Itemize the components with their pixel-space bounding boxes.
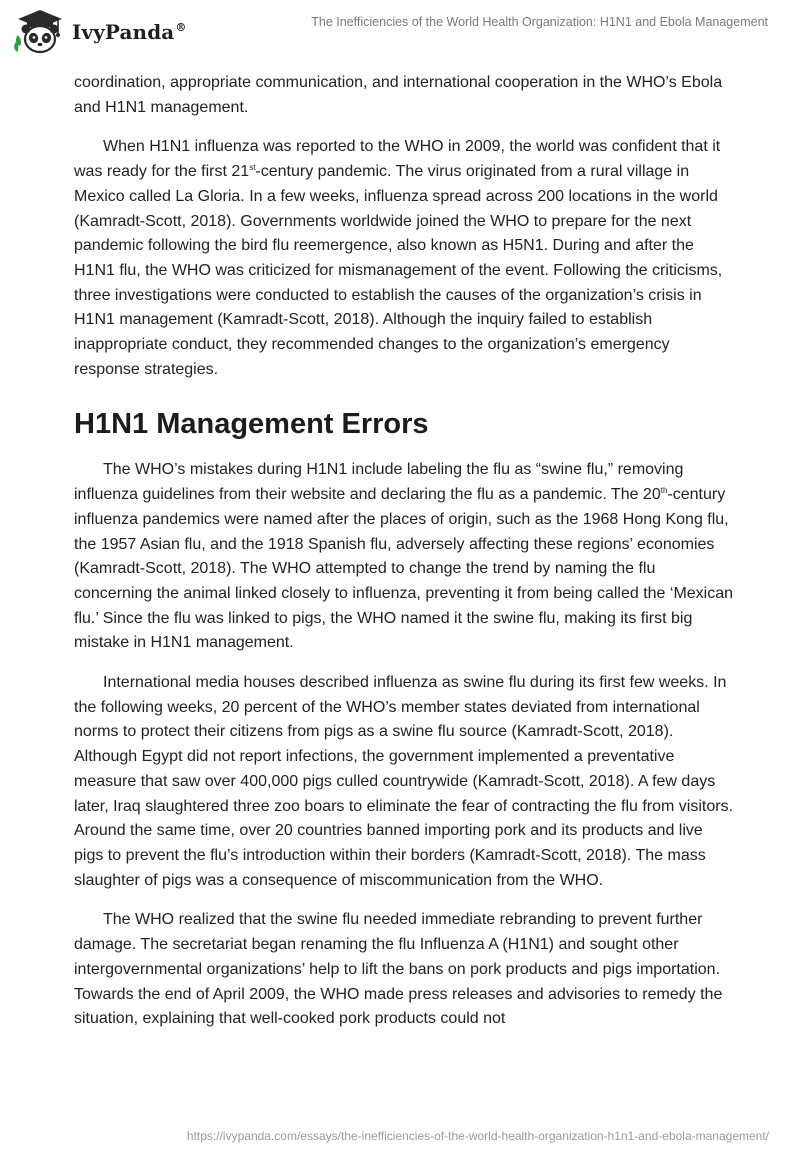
paragraph-continuation: coordination, appropriate communication, and international cooperation in the WHO’s Ebola and H1N1 management.	[74, 74, 723, 116]
brand-logo[interactable]	[14, 8, 186, 56]
paragraph-text: -century influenza pandemics were named after the places of origin, such as the 1968 Hong Kong flu, the 1957 Asian flu, and the 1918 Spanish flu, adversely affecting these regions’ economies (Kamradt-Scott, 2018). The WHO attempted to change the trend by naming the flu concerning the animal linked closely to influenza, preventing it from being called the ‘Mexican flu.’ Since the flu was linked to pigs, the WHO named it the swine flu, making its first big mistake in H1N1 management.	[74, 486, 734, 652]
paragraph-media: International media houses described influenza as swine flu during its first few weeks. In the following weeks, 20 percent of the WHO’s member states deviated from international norms to protect their citizens from pigs as a swine flu source (Kamradt-Scott, 2018). Although Egypt did not report infections, the government implemented a preventative measure that saw over 400,000 pigs culled countrywide (Kamradt-Scott, 2018). A few days later, Iraq slaughtered three zoo boars to eliminate the fear of contracting the flu from visitors. Around the same time, over 20 countries banned importing pork and its products and live pigs to prevent the flu’s introduction within their borders (Kamradt-Scott, 2018). The mass slaughter of pigs was a consequence of miscommunication from the WHO.	[74, 674, 734, 889]
paragraph-text: The WHO’s mistakes during H1N1 include labeling the flu as “swine flu,” removing influenza guidelines from their website and declaring the flu as a pandemic. The 20	[74, 461, 684, 504]
essay-content	[74, 71, 734, 1032]
registered-mark: ®	[175, 21, 187, 35]
source-url[interactable]: https://ivypanda.com/essays/the-inefficiencies-of-the-world-health-organization-h1n1-and-ebola-management/	[186, 1129, 769, 1143]
paragraph-mistakes	[74, 458, 734, 656]
superscript-st: st	[249, 163, 256, 173]
panda-graduate-icon	[14, 8, 66, 56]
brand-name: IvyPanda®	[72, 20, 187, 44]
section-heading: H1N1 Management Errors	[74, 408, 429, 441]
paragraph-rebranding: The WHO realized that the swine flu needed immediate rebranding to prevent further damage. The secretariat began renaming the flu Influenza A (H1N1) and sought other intergovernmental organizations’ help to lift the bans on pork products and pigs importation. Towards the end of April 2009, the WHO made press releases and advisories to remedy the situation, explaining that well-cooked pork products could not	[74, 911, 723, 1028]
paragraph-text: -century pandemic. The virus originated from a rural village in Mexico called La Gloria. In a few weeks, influenza spread across 200 locations in the world (Kamradt-Scott, 2018). Governments worldwide joined the WHO to prepare for the next pandemic following the bird flu reemergence, also known as H5N1. During and after the H1N1 flu, the WHO was criticized for mismanagement of the event. Following the criticisms, three investigations were conducted to establish the causes of the organization’s crisis in H1N1 management (Kamradt-Scott, 2018). Although the inquiry failed to establish inappropriate conduct, they recommended changes to the organization’s emergency response strategies.	[74, 163, 723, 378]
paragraph-text: When H1N1 influenza was reported to the WHO in 2009, the world was confident that it was ready for the first 21	[74, 138, 721, 181]
document-title: The Inefficiencies of the World Health Organization: H1N1 and Ebola Management	[311, 15, 768, 29]
page-header	[0, 0, 800, 70]
superscript-th: th	[660, 486, 668, 496]
paragraph-h1n1-intro	[74, 135, 734, 382]
